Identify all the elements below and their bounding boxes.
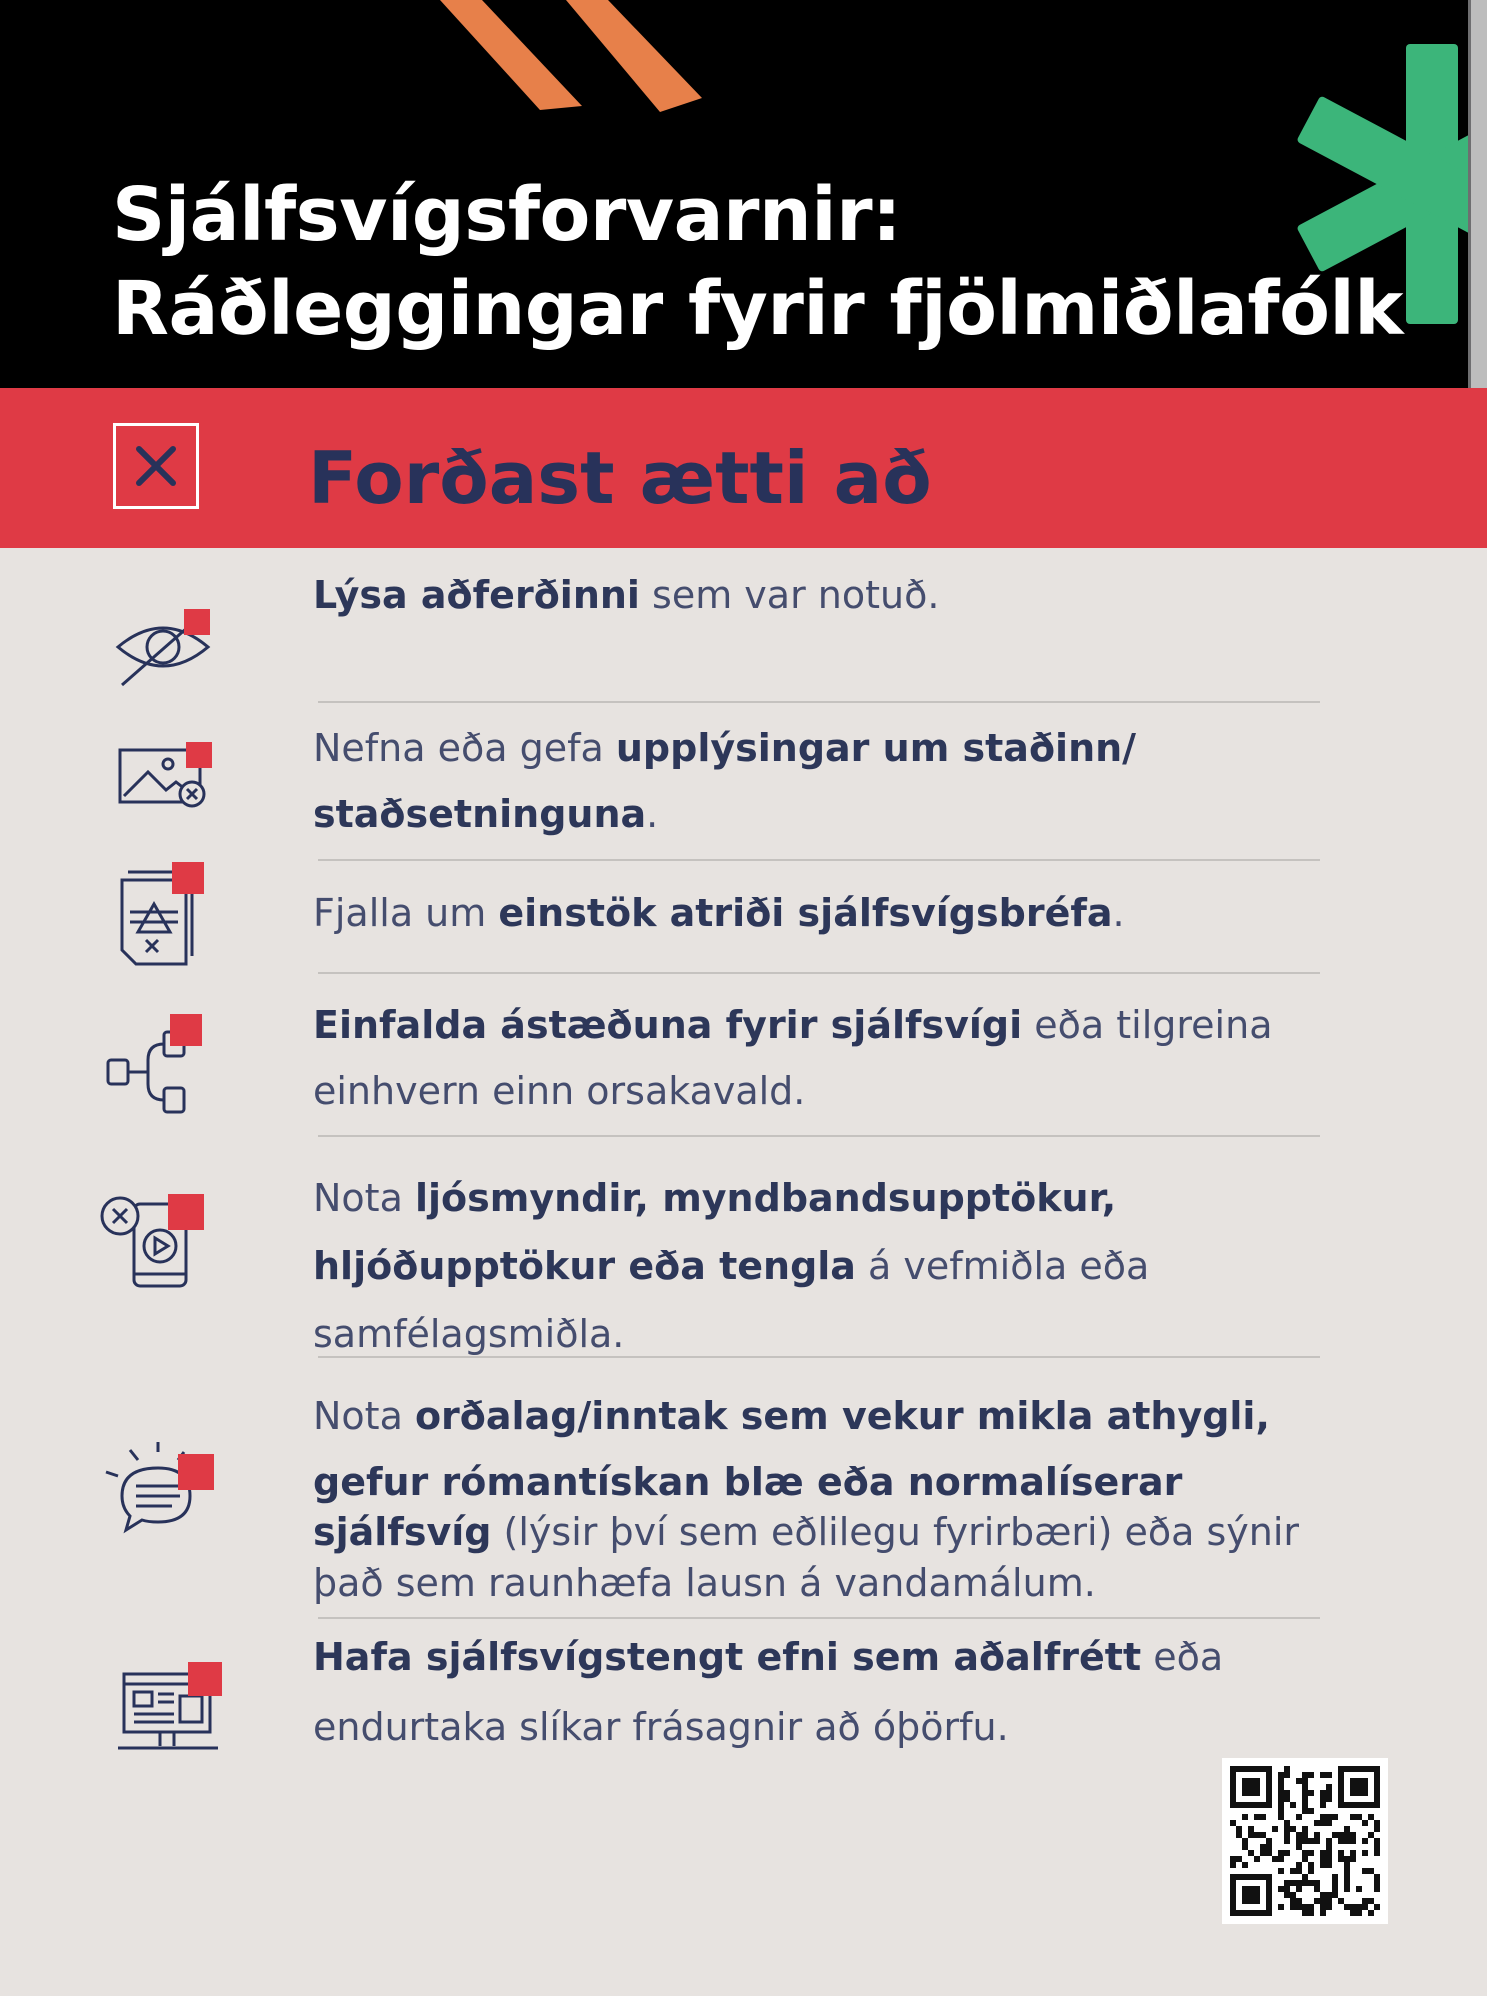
flowchart-icon — [104, 1010, 214, 1120]
news-screen-icon — [114, 1660, 234, 1756]
item-5-text-3: samfélagsmiðla. — [313, 1312, 625, 1356]
close-icon — [113, 423, 199, 509]
edge-strip-light — [1471, 0, 1487, 388]
item-3-text: Fjalla um — [313, 891, 499, 935]
item-7-text: eða — [1141, 1635, 1224, 1679]
item-7-text-2: endurtaka slíkar frásagnir að óþörfu. — [313, 1705, 1009, 1749]
divider — [318, 701, 1320, 703]
item-4-text-2: einhvern einn orsakavald. — [313, 1069, 806, 1113]
item-5-bold: ljósmyndir, myndbandsupptökur, — [414, 1176, 1117, 1220]
item-3-text-2: . — [1112, 891, 1125, 935]
header — [0, 0, 1468, 388]
item-6-bold: orðalag/inntak sem vekur mikla athygli, — [414, 1394, 1270, 1438]
item-5-bold-2: hljóðupptökur eða tengla — [313, 1244, 856, 1288]
item-7-bold: Hafa sjálfsvígstengt efni sem aðalfrétt — [313, 1635, 1142, 1679]
item-6-text-2: (lýsir því sem eðlilegu fyrirbæri) eða sýnir — [491, 1510, 1300, 1554]
item-4-bold: Einfalda ástæðuna fyrir sjálfsvígi — [313, 1003, 1023, 1047]
item-2-bold-2: staðsetninguna — [313, 792, 647, 836]
list-item-5 — [313, 1164, 1323, 1368]
item-3-bold: einstök atriði sjálfsvígsbréfa — [498, 891, 1113, 935]
item-6-text-3: það sem raunhæfa lausn á vandamálum. — [313, 1561, 1096, 1605]
divider — [318, 859, 1320, 861]
orange-stripes-decoration — [440, 0, 702, 112]
divider — [318, 1356, 1320, 1358]
item-6-bold-2: gefur rómantískan blæ eða normalíserar — [313, 1460, 1183, 1504]
item-2-text-2: . — [646, 792, 659, 836]
qr-code-icon[interactable] — [1222, 1758, 1388, 1924]
item-5-text: Nota — [313, 1176, 415, 1220]
item-5-text-2: á vefmiðla eða — [855, 1244, 1150, 1288]
item-4-text: eða tilgreina — [1022, 1003, 1273, 1047]
list-item-3 — [313, 880, 1323, 946]
speech-bubble-icon — [102, 1438, 222, 1538]
section-title: Forðast ætti að — [308, 436, 932, 520]
item-6-text: Nota — [313, 1394, 415, 1438]
media-remove-icon — [96, 1192, 216, 1302]
list-item-7 — [313, 1622, 1323, 1762]
item-1-text: sem var notuð. — [639, 573, 940, 617]
image-remove-icon — [114, 738, 234, 818]
list-item-6 — [313, 1383, 1323, 1609]
list-item-4 — [313, 992, 1323, 1124]
page-title — [112, 168, 1403, 356]
list-item-1 — [313, 562, 1323, 628]
item-1-bold: Lýsa aðferðinni — [313, 573, 640, 617]
list-item-2 — [313, 715, 1323, 847]
item-2-bold: upplýsingar um staðinn/ — [615, 726, 1137, 770]
divider — [318, 1135, 1320, 1137]
divider — [318, 1617, 1320, 1619]
divider — [318, 972, 1320, 974]
page-title-line-2: Ráðleggingar fyrir fjölmiðlafólk — [112, 266, 1403, 352]
warning-letter-icon — [116, 860, 216, 970]
hidden-eye-icon — [108, 605, 228, 695]
item-6-bold-3: sjálfsvíg — [313, 1510, 492, 1554]
item-2-text: Nefna eða gefa — [313, 726, 616, 770]
page-title-line-1: Sjálfsvígsforvarnir: — [112, 172, 902, 258]
